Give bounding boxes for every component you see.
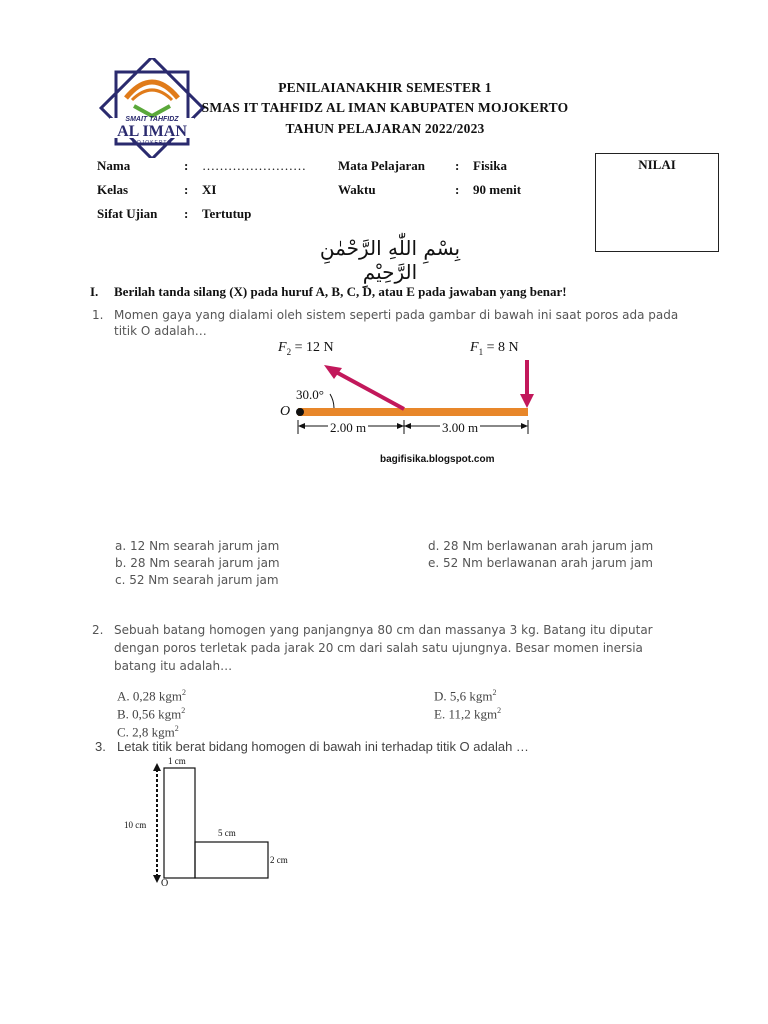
- f1-sub: 1: [478, 346, 484, 357]
- logo-top-text: SMAIT TAHFIDZ: [125, 116, 179, 123]
- q1-option-b[interactable]: b. 28 Nm searah jarum jam: [115, 556, 280, 570]
- school-logo: [96, 58, 208, 158]
- q2-number: 2.: [92, 623, 104, 637]
- origin-label: O: [280, 404, 291, 419]
- q3-origin-label: O: [161, 878, 169, 889]
- f1-value: = 8 N: [483, 340, 519, 355]
- header-title: PENILAIANAKHIR SEMESTER 1: [278, 80, 492, 95]
- q1-text-line2: titik O adalah…: [114, 324, 207, 338]
- top-width-label: 1 cm: [168, 756, 186, 766]
- basmalah: بِسْمِ اللّٰهِ الرَّحْمٰنِ الرَّحِيْمِ: [319, 236, 461, 284]
- colon: :: [455, 158, 460, 173]
- q3-number: 3.: [95, 739, 106, 754]
- angle-label: 30.0°: [296, 387, 324, 402]
- vertical-bar: [164, 768, 195, 878]
- base-bar: [195, 842, 268, 878]
- q1-option-c[interactable]: c. 52 Nm searah jarum jam: [115, 573, 279, 587]
- q2-option-c[interactable]: C. 2,8 kgm$^2$: [117, 724, 179, 740]
- waktu-value: 90 menit: [473, 182, 522, 197]
- f1-symbol: F: [470, 340, 479, 355]
- q1-option-d[interactable]: d. 28 Nm berlawanan arah jarum jam: [428, 539, 654, 553]
- nama-label: Nama: [97, 158, 131, 173]
- nama-value[interactable]: ……………………: [202, 158, 306, 173]
- q3-text: Letak titik berat bidang homogen di bawah ini terhadap titik O adalah …: [117, 739, 529, 754]
- sifat-label: Sifat Ujian: [97, 206, 158, 221]
- height-label: 10 cm: [124, 820, 147, 830]
- section-instruction: Berilah tanda silang (X) pada huruf A, B, C, D, atau E pada jawaban yang benar!: [114, 284, 567, 299]
- logo-bottom-text: MOJOKERTO: [131, 140, 173, 146]
- colon: :: [184, 206, 189, 221]
- f2-sub: 2: [286, 346, 292, 357]
- logo-main-text: AL IMAN: [117, 123, 187, 140]
- f2-value: = 12 N: [291, 340, 334, 355]
- section-number: I.: [90, 284, 99, 299]
- header-school: SMAS IT TAHFIDZ AL IMAN KABUPATEN MOJOKERTO: [201, 100, 569, 115]
- q2-option-a[interactable]: A. 0,28 kgm$^2$: [117, 688, 187, 704]
- q2-option-d[interactable]: D. 5,6 kgm$^2$: [434, 688, 497, 704]
- colon: :: [184, 182, 189, 197]
- kelas-value: XI: [202, 182, 217, 197]
- nilai-label: NILAI: [638, 157, 676, 172]
- q1-option-a[interactable]: a. 12 Nm searah jarum jam: [115, 539, 280, 553]
- q1-number: 1.: [92, 308, 104, 322]
- credit-label: bagifisika.blogspot.com: [380, 454, 495, 465]
- base-height-label: 2 cm: [270, 855, 288, 865]
- q2-text-line3: batang itu adalah…: [114, 659, 233, 673]
- q1-option-e[interactable]: e. 52 Nm berlawanan arah jarum jam: [428, 556, 653, 570]
- header-year: TAHUN PELAJARAN 2022/2023: [285, 121, 485, 136]
- pivot-dot: [296, 408, 304, 416]
- kelas-label: Kelas: [97, 182, 129, 197]
- colon: :: [455, 182, 460, 197]
- sifat-value: Tertutup: [202, 206, 252, 221]
- nilai-box: [595, 153, 719, 252]
- base-length-label: 5 cm: [218, 828, 236, 838]
- q3-figure: [120, 755, 300, 890]
- q1-text-line1: Momen gaya yang dialami oleh sistem seperti pada gambar di bawah ini saat poros ada pada: [114, 308, 679, 322]
- f2-symbol: F: [278, 340, 287, 355]
- q2-option-b[interactable]: B. 0,56 kgm$^2$: [117, 706, 186, 722]
- f2-arrow: [336, 372, 404, 409]
- q2-option-e[interactable]: E. 11,2 kgm$^2$: [434, 706, 502, 722]
- dist2-label: 3.00 m: [442, 420, 479, 435]
- colon: :: [184, 158, 189, 173]
- q2-text-line1: Sebuah batang homogen yang panjangnya 80 cm dan massanya 3 kg. Batang itu diputar: [114, 623, 653, 637]
- beam: [298, 408, 528, 416]
- dist1-label: 2.00 m: [330, 420, 367, 435]
- q1-figure: [268, 338, 548, 470]
- waktu-label: Waktu: [338, 182, 376, 197]
- mapel-label: Mata Pelajaran: [338, 158, 426, 173]
- mapel-value: Fisika: [473, 158, 507, 173]
- q2-text-line2: dengan poros terletak pada jarak 20 cm dari salah satu ujungnya. Besar momen inersia: [114, 641, 643, 655]
